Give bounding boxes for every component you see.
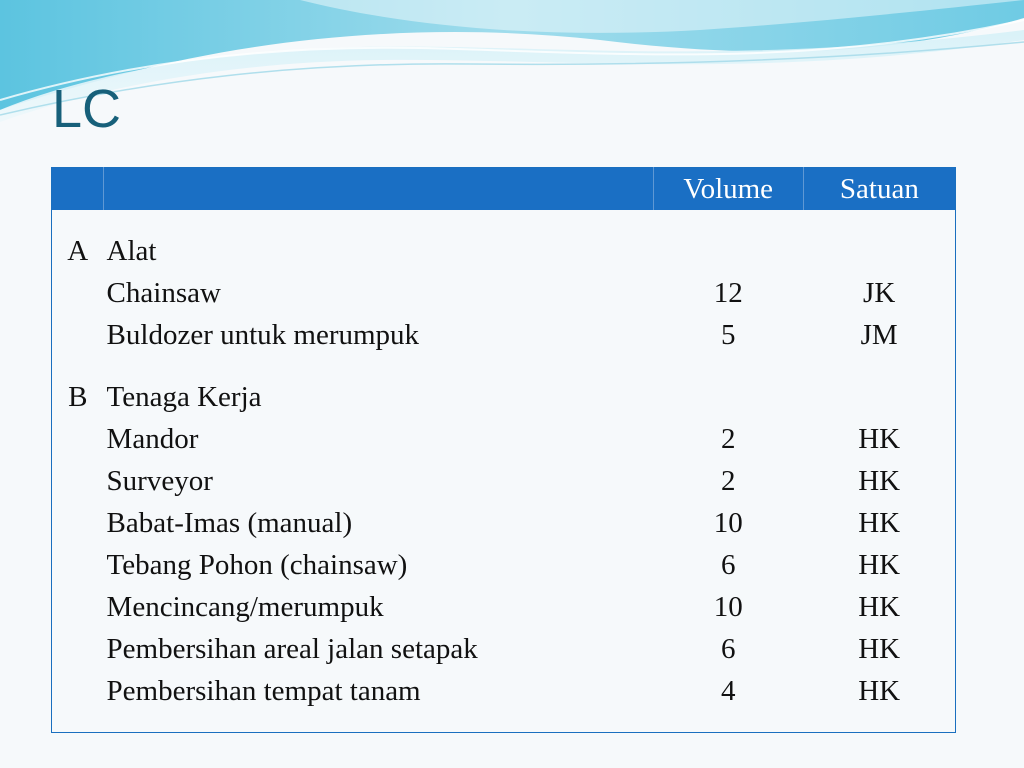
row-volume: 6	[720, 633, 736, 665]
table-header-row	[52, 168, 956, 211]
row-unit: HK	[858, 423, 901, 455]
decorative-wave-header	[0, 0, 1024, 130]
row-unit: HK	[858, 675, 901, 707]
table-row	[52, 272, 956, 314]
row-volume: 10	[713, 591, 743, 623]
row-volume: 4	[720, 675, 736, 707]
row-volume: 5	[720, 319, 736, 351]
row-item: Buldozer untuk merumpuk	[106, 319, 420, 351]
row-item: Chainsaw	[106, 277, 221, 309]
header-code	[52, 168, 104, 211]
spacer-row	[52, 356, 956, 376]
table-row	[52, 544, 956, 586]
row-item: Mencincang/merumpuk	[106, 591, 384, 623]
section-label: Tenaga Kerja	[106, 381, 262, 413]
header-volume: Volume	[653, 168, 803, 211]
row-unit: JK	[863, 277, 896, 309]
row-volume: 2	[720, 465, 736, 497]
row-volume: 10	[713, 507, 743, 539]
section-row-a	[52, 230, 956, 272]
row-volume: 2	[720, 423, 736, 455]
table-row	[52, 628, 956, 670]
spacer-row	[52, 712, 956, 733]
table-row	[52, 314, 956, 356]
section-code: A	[67, 235, 89, 267]
header-item	[104, 168, 654, 211]
row-unit: JM	[860, 319, 898, 351]
table-row	[52, 502, 956, 544]
row-unit: HK	[858, 633, 901, 665]
section-row-b	[52, 376, 956, 418]
table-row	[52, 418, 956, 460]
header-satuan: Satuan	[803, 168, 955, 211]
lc-table	[51, 167, 956, 733]
row-item: Pembersihan areal jalan setapak	[106, 633, 478, 665]
row-unit: HK	[858, 549, 901, 581]
row-item: Babat-Imas (manual)	[106, 507, 353, 539]
row-unit: HK	[858, 591, 901, 623]
table-row	[52, 670, 956, 712]
section-code: B	[68, 381, 88, 413]
row-volume: 12	[713, 277, 743, 309]
row-volume: 6	[720, 549, 736, 581]
section-label: Alat	[106, 235, 157, 267]
row-unit: HK	[858, 507, 901, 539]
row-unit: HK	[858, 465, 901, 497]
spacer-row	[52, 210, 956, 230]
row-item: Tebang Pohon (chainsaw)	[106, 549, 408, 581]
row-item: Pembersihan tempat tanam	[106, 675, 421, 707]
table-row	[52, 586, 956, 628]
row-item: Mandor	[106, 423, 199, 455]
row-item: Surveyor	[106, 465, 213, 497]
slide-title: LC	[52, 79, 122, 139]
table-row	[52, 460, 956, 502]
